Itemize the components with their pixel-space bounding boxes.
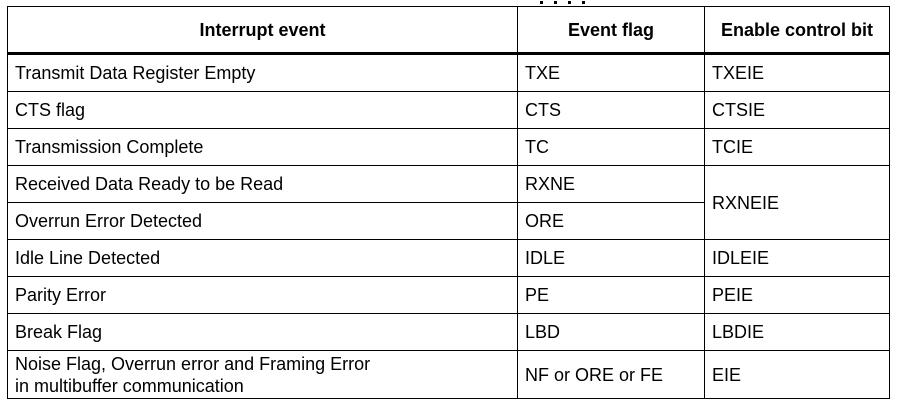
table-row bbox=[8, 314, 890, 351]
cell-event-flag: PE bbox=[518, 277, 705, 314]
table-row bbox=[8, 54, 890, 92]
table-header bbox=[8, 7, 890, 54]
cell-enable-bit: EIE bbox=[705, 351, 890, 399]
table-row bbox=[8, 92, 890, 129]
header-row bbox=[8, 7, 890, 54]
cell-interrupt-event: Transmit Data Register Empty bbox=[8, 54, 518, 92]
cell-event-flag: ORE bbox=[518, 203, 705, 240]
table-row bbox=[8, 277, 890, 314]
cell-event-flag: TC bbox=[518, 129, 705, 166]
cell-interrupt-event: Idle Line Detected bbox=[8, 240, 518, 277]
event-line-1: Noise Flag, Overrun error and Framing Error bbox=[15, 353, 371, 374]
table-row bbox=[8, 166, 890, 203]
cell-interrupt-event: Break Flag bbox=[8, 314, 518, 351]
header-event-flag: Event flag bbox=[518, 7, 705, 54]
cell-enable-bit: TXEIE bbox=[705, 54, 890, 92]
cell-event-flag: NF or ORE or FE bbox=[518, 351, 705, 399]
cell-interrupt-event: Received Data Ready to be Read bbox=[8, 166, 518, 203]
cropped-caption-remnant bbox=[540, 0, 590, 4]
header-interrupt-event: Interrupt event bbox=[8, 7, 518, 54]
cell-interrupt-event bbox=[8, 351, 518, 399]
cell-enable-bit: LBDIE bbox=[705, 314, 890, 351]
cell-enable-bit: IDLEIE bbox=[705, 240, 890, 277]
cell-enable-bit-merged: RXNEIE bbox=[705, 166, 890, 240]
event-line-2: in multibuffer communication bbox=[15, 375, 244, 396]
cell-event-flag: CTS bbox=[518, 92, 705, 129]
header-enable-control-bit: Enable control bit bbox=[705, 7, 890, 54]
cell-interrupt-event: Overrun Error Detected bbox=[8, 203, 518, 240]
cell-event-flag: LBD bbox=[518, 314, 705, 351]
cell-enable-bit: CTSIE bbox=[705, 92, 890, 129]
cell-event-flag: TXE bbox=[518, 54, 705, 92]
cell-enable-bit: TCIE bbox=[705, 129, 890, 166]
table-row bbox=[8, 129, 890, 166]
table-row bbox=[8, 240, 890, 277]
cell-interrupt-event: Transmission Complete bbox=[8, 129, 518, 166]
cell-enable-bit: PEIE bbox=[705, 277, 890, 314]
cell-event-flag: IDLE bbox=[518, 240, 705, 277]
cell-event-flag: RXNE bbox=[518, 166, 705, 203]
cell-interrupt-event: CTS flag bbox=[8, 92, 518, 129]
table-body bbox=[8, 54, 890, 399]
table-row bbox=[8, 351, 890, 399]
interrupt-event-table bbox=[7, 6, 890, 399]
cell-interrupt-event: Parity Error bbox=[8, 277, 518, 314]
